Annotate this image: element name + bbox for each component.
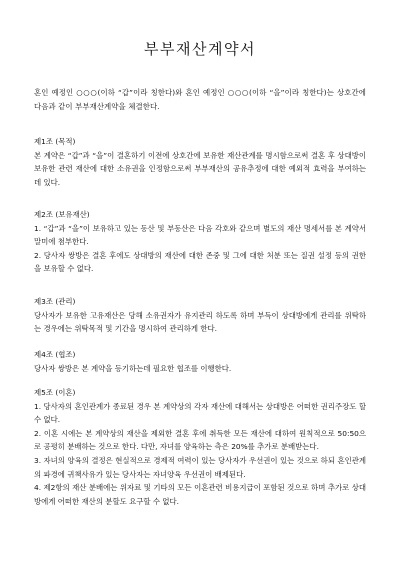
article-4-cooperation (34, 348, 366, 375)
document-title: 부부재산계약서 (144, 40, 256, 58)
article-paragraph: 당사자 쌍방은 본 계약을 등기하는데 필요한 협조를 이행한다. (34, 363, 232, 373)
article-paragraph: 2. 이혼 시에는 본 계약상의 재산을 제외한 결혼 후에 취득한 모든 재산에 대하여 원칙적으로 50:50으로 공평히 분배하는 것으로 한다. 다만, 자녀를 양육하는 측은 20%를 추가로 분배받는다. (34, 428, 366, 452)
article-paragraph: 4. 제2항의 재산 분배에는 위자료 및 기타의 모든 이혼관련 비용지급이 포함된 것으로 하며 추가로 상대방에게 어떠한 재산의 분할도 요구할 수 없다. (34, 483, 366, 506)
article-heading: 제3조 (관리) (34, 297, 76, 306)
article-paragraph: 1. “갑”과 “을”이 보유하고 있는 동산 및 부동산은 다음 각호와 같으며 별도의 재산 명세서를 본 계약서 말미에 첨부한다. (34, 223, 366, 247)
article-2-assets (34, 208, 366, 276)
article-paragraph: 본 계약은 “갑”과 “을”이 결혼하기 이전에 상호간에 보유한 재산관계를 명시함으로써 결혼 후 상대방이 보유한 관련 재산에 대한 소유권을 인정함으로써 부부재산의 공유추정에 대한 예외적 효력을 부여하는데 있다. (34, 150, 366, 187)
article-paragraph: 1. 당사자의 혼인관계가 종료된 경우 본 계약상의 각자 재산에 대해서는 상대방은 어떠한 권리주장도 할 수 없다. (34, 401, 366, 425)
article-paragraph: 2. 당사자 쌍방은 결혼 후에도 상대방의 재산에 대한 존중 및 그에 대한 처분 또는 질권 설정 등의 권한을 보유할 수 없다. (34, 250, 366, 274)
article-heading: 제1조 (목적) (34, 137, 76, 146)
article-heading: 제2조 (보유재산) (34, 210, 90, 219)
article-5-divorce (34, 386, 366, 508)
intro-paragraph: 혼인 예정인 ○○○(이하 “갑”이라 칭한다)와 혼인 예정인 ○○○(이하 “을”이라 칭한다)는 상호간에 다음과 같이 부부재산계약을 체결한다. (34, 88, 369, 111)
article-heading: 제4조 (협조) (34, 350, 76, 359)
article-1-purpose (34, 135, 366, 189)
article-3-management (34, 295, 366, 336)
article-paragraph: 3. 자녀의 양육의 결정은 현실적으로 경제적 여력이 있는 당사자가 우선권이 있는 것으로 하되 혼인관계의 파경에 귀책사유가 있는 당사자는 자녀양육 우선권이 배제된다. (34, 455, 366, 479)
article-heading: 제5조 (이혼) (34, 388, 76, 397)
article-paragraph: 당사자가 보유한 고유재산은 당해 소유권자가 유지관리 하도록 하며 부득이 상대방에게 관리를 위탁하는 경우에는 위탁목적 및 기간을 명시하여 관리하게 한다. (34, 310, 366, 334)
